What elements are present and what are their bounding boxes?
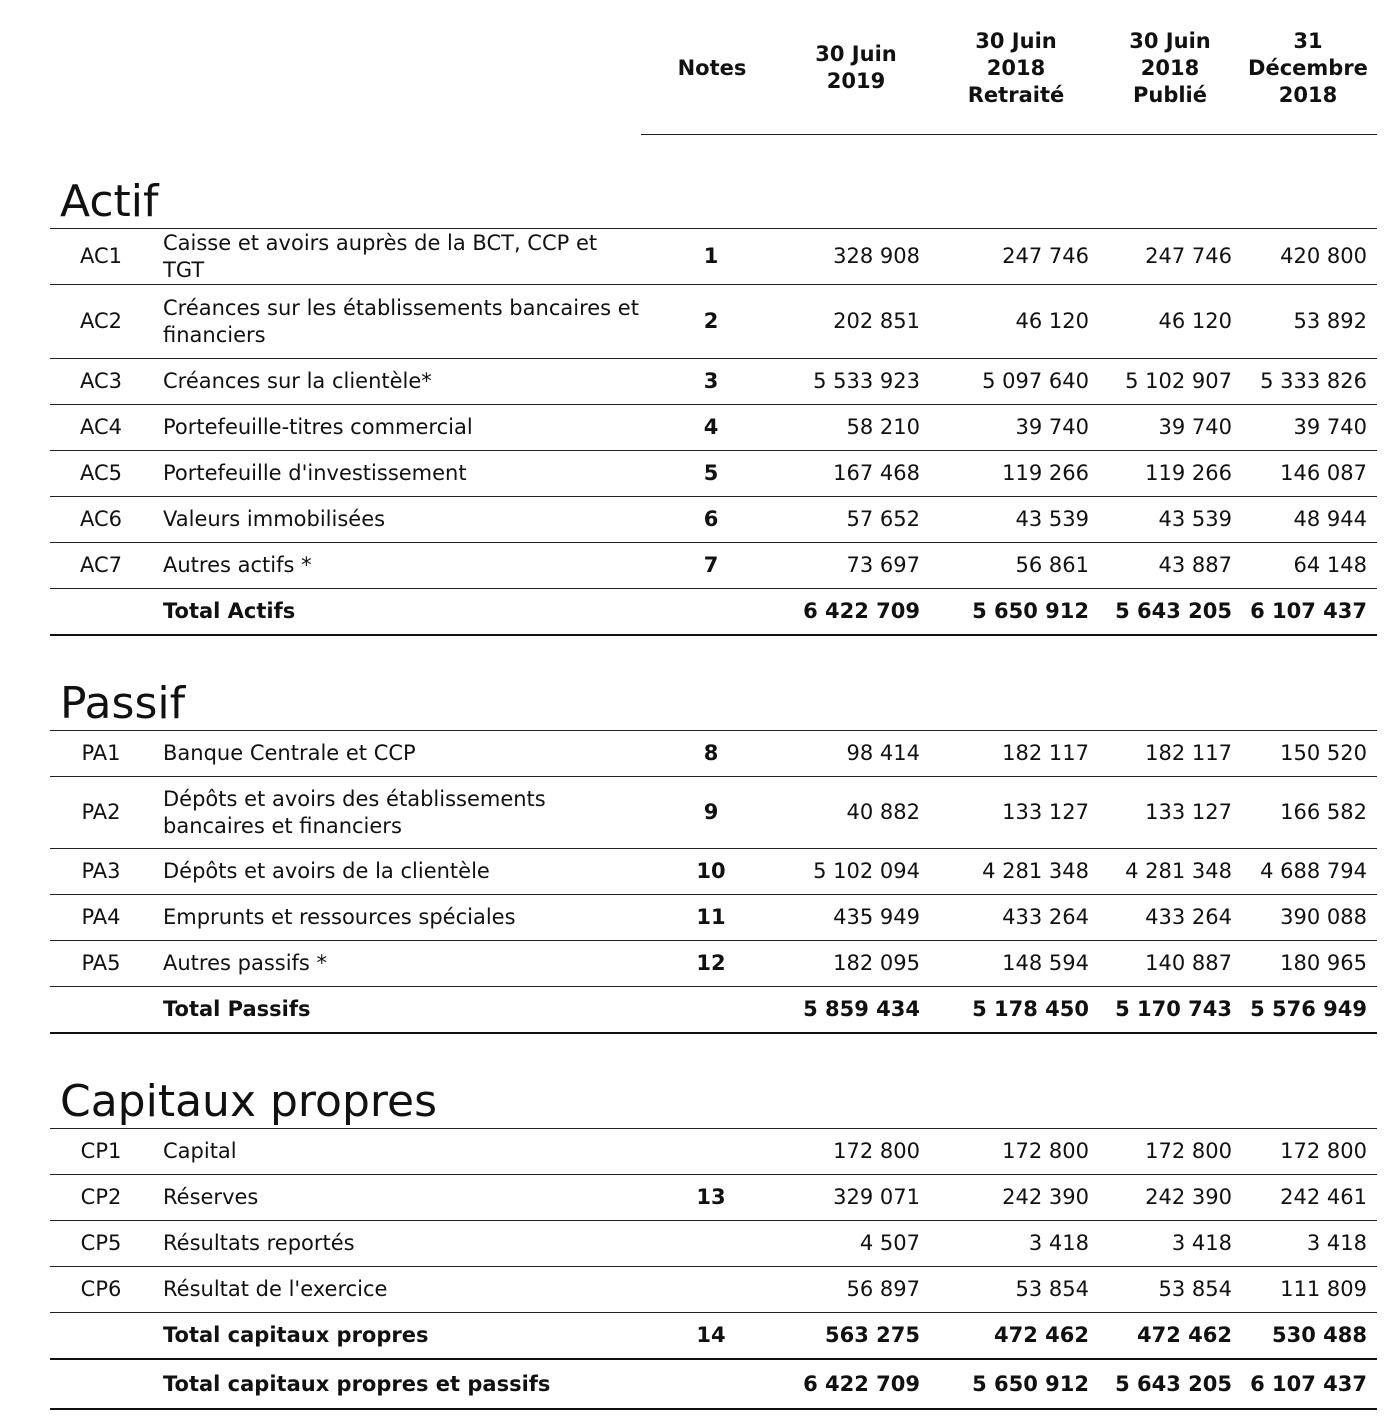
grand-total-row <box>50 1360 1377 1410</box>
row-code: CP2 <box>80 1185 122 1209</box>
grand-total-label: Total capitaux propres et passifs <box>163 1371 551 1396</box>
row-label: Créances sur la clientèle* <box>163 369 432 393</box>
value-jun-2018-publie: 46 120 <box>1158 309 1232 333</box>
grand-total-jun-2018-publie: 5 643 205 <box>1115 1371 1232 1396</box>
value-dec-2018: 64 148 <box>1293 553 1367 577</box>
value-jun-2019: 57 652 <box>846 507 920 531</box>
value-jun-2019: 73 697 <box>846 553 920 577</box>
row-code: PA2 <box>81 800 121 824</box>
total-label: Total capitaux propres <box>163 1323 429 1347</box>
row-note: 6 <box>703 507 719 531</box>
row-note: 8 <box>703 741 719 765</box>
value-jun-2018-publie: 43 887 <box>1158 553 1232 577</box>
row-label: Autres actifs * <box>163 553 312 577</box>
value-jun-2019: 58 210 <box>846 415 920 439</box>
row-label: Créances sur les établissements bancaires et financiers <box>163 295 639 347</box>
total-jun-2018-publie: 472 462 <box>1137 1323 1232 1347</box>
value-jun-2019: 435 949 <box>833 905 920 929</box>
value-jun-2018-publie: 433 264 <box>1145 905 1232 929</box>
row-code: AC5 <box>79 461 123 485</box>
total-dec-2018: 5 576 949 <box>1250 997 1367 1021</box>
value-dec-2018: 420 800 <box>1280 244 1367 268</box>
row-code: CP1 <box>80 1139 122 1163</box>
value-dec-2018: 146 087 <box>1280 461 1367 485</box>
value-jun-2019: 4 507 <box>859 1231 920 1255</box>
table-row <box>50 1220 1377 1266</box>
row-code: AC2 <box>79 309 123 333</box>
value-jun-2018-publie: 39 740 <box>1158 415 1232 439</box>
header-rule <box>641 134 1377 135</box>
value-dec-2018: 4 688 794 <box>1260 859 1367 883</box>
total-jun-2019: 563 275 <box>825 1323 920 1347</box>
value-jun-2018-retraite: 433 264 <box>1002 905 1089 929</box>
value-jun-2018-publie: 5 102 907 <box>1125 369 1232 393</box>
row-note: 5 <box>703 461 719 485</box>
table-row <box>50 228 1377 284</box>
row-note: 11 <box>696 905 726 929</box>
table-row <box>50 776 1377 848</box>
value-dec-2018: 390 088 <box>1280 905 1367 929</box>
value-jun-2018-retraite: 43 539 <box>1015 507 1089 531</box>
row-code: PA4 <box>81 905 121 929</box>
table-row <box>50 496 1377 542</box>
grand-total-jun-2019: 6 422 709 <box>803 1371 920 1396</box>
header-col-dec-2018: 31 Décembre 2018 <box>1248 28 1368 107</box>
value-dec-2018: 111 809 <box>1280 1277 1367 1301</box>
total-jun-2019: 6 422 709 <box>803 599 920 623</box>
row-note: 1 <box>703 244 719 268</box>
grand-total-jun-2018-retraite: 5 650 912 <box>972 1371 1089 1396</box>
table-row <box>50 1266 1377 1312</box>
value-dec-2018: 172 800 <box>1280 1139 1367 1163</box>
total-label: Total Actifs <box>163 599 296 623</box>
row-code: CP5 <box>80 1231 122 1255</box>
row-note <box>660 1267 762 1312</box>
value-jun-2019: 98 414 <box>846 741 920 765</box>
value-jun-2018-publie: 140 887 <box>1145 951 1232 975</box>
value-jun-2019: 329 071 <box>833 1185 920 1209</box>
row-label: Dépôts et avoirs des établissements bancaires et financiers <box>163 786 546 838</box>
table-row <box>50 1174 1377 1220</box>
table-row <box>50 542 1377 588</box>
value-jun-2019: 328 908 <box>833 244 920 268</box>
table-row <box>50 404 1377 450</box>
row-code: AC7 <box>79 553 123 577</box>
value-jun-2018-retraite: 56 861 <box>1015 553 1089 577</box>
value-dec-2018: 5 333 826 <box>1260 369 1367 393</box>
value-jun-2018-publie: 53 854 <box>1158 1277 1232 1301</box>
value-dec-2018: 180 965 <box>1280 951 1367 975</box>
value-jun-2018-retraite: 39 740 <box>1015 415 1089 439</box>
value-dec-2018: 242 461 <box>1280 1185 1367 1209</box>
table-row <box>50 284 1377 358</box>
total-dec-2018: 6 107 437 <box>1250 599 1367 623</box>
value-jun-2018-retraite: 172 800 <box>1002 1139 1089 1163</box>
row-note: 13 <box>696 1185 726 1209</box>
total-jun-2019: 5 859 434 <box>803 997 920 1021</box>
header-col-jun-2019: 30 Juin 2019 <box>815 42 897 93</box>
value-jun-2018-retraite: 53 854 <box>1015 1277 1089 1301</box>
value-jun-2018-retraite: 148 594 <box>1002 951 1089 975</box>
row-note: 7 <box>703 553 719 577</box>
section-title-passif: Passif <box>60 678 186 729</box>
value-jun-2019: 40 882 <box>846 800 920 824</box>
value-dec-2018: 39 740 <box>1293 415 1367 439</box>
value-jun-2018-retraite: 46 120 <box>1015 309 1089 333</box>
row-note: 3 <box>703 369 719 393</box>
header-notes: Notes <box>677 55 747 80</box>
row-label: Valeurs immobilisées <box>163 507 386 531</box>
table-row <box>50 848 1377 894</box>
value-dec-2018: 3 418 <box>1306 1231 1367 1255</box>
total-row-actifs <box>50 588 1377 636</box>
value-jun-2018-publie: 4 281 348 <box>1125 859 1232 883</box>
row-label: Autres passifs * <box>163 951 328 975</box>
table-row <box>50 894 1377 940</box>
grand-total-dec-2018: 6 107 437 <box>1250 1371 1367 1396</box>
section-title-capitaux-propres: Capitaux propres <box>60 1076 437 1127</box>
value-jun-2018-retraite: 119 266 <box>1002 461 1089 485</box>
row-label: Réserves <box>163 1185 259 1209</box>
total-jun-2018-publie: 5 170 743 <box>1115 997 1232 1021</box>
row-label: Portefeuille d'investissement <box>163 461 467 485</box>
row-label: Emprunts et ressources spéciales <box>163 905 516 929</box>
row-code: AC3 <box>79 369 123 393</box>
value-dec-2018: 166 582 <box>1280 800 1367 824</box>
row-code: PA3 <box>81 859 121 883</box>
total-jun-2018-retraite: 5 178 450 <box>972 997 1089 1021</box>
row-note: 2 <box>703 309 719 333</box>
row-label: Portefeuille-titres commercial <box>163 415 473 439</box>
row-label: Caisse et avoirs auprès de la BCT, CCP et TGT <box>163 230 598 282</box>
row-label: Résultat de l'exercice <box>163 1277 388 1301</box>
value-jun-2019: 5 533 923 <box>813 369 920 393</box>
value-jun-2018-publie: 119 266 <box>1145 461 1232 485</box>
row-code: AC6 <box>79 507 123 531</box>
value-jun-2018-publie: 43 539 <box>1158 507 1232 531</box>
value-jun-2018-publie: 182 117 <box>1145 741 1232 765</box>
value-jun-2018-publie: 3 418 <box>1171 1231 1232 1255</box>
total-dec-2018: 530 488 <box>1272 1323 1367 1347</box>
header-col-jun-2018-retraite: 30 Juin 2018 Retraité <box>967 28 1065 107</box>
table-row <box>50 450 1377 496</box>
total-jun-2018-publie: 5 643 205 <box>1115 599 1232 623</box>
total-row-capitaux-propres <box>50 1312 1377 1360</box>
table-row <box>50 940 1377 986</box>
row-note: 9 <box>703 800 719 824</box>
value-jun-2018-publie: 133 127 <box>1145 800 1232 824</box>
header-col-jun-2018-publie: 30 Juin 2018 Publié <box>1129 28 1211 107</box>
value-jun-2019: 56 897 <box>846 1277 920 1301</box>
total-note: 14 <box>696 1323 726 1347</box>
row-note: 10 <box>696 859 726 883</box>
value-jun-2018-retraite: 242 390 <box>1002 1185 1089 1209</box>
value-jun-2018-publie: 242 390 <box>1145 1185 1232 1209</box>
total-label: Total Passifs <box>163 997 311 1021</box>
row-note: 4 <box>703 415 719 439</box>
value-jun-2018-retraite: 182 117 <box>1002 741 1089 765</box>
value-jun-2019: 5 102 094 <box>813 859 920 883</box>
section-title-actif: Actif <box>60 176 159 227</box>
value-jun-2019: 167 468 <box>833 461 920 485</box>
value-dec-2018: 150 520 <box>1280 741 1367 765</box>
value-jun-2018-retraite: 4 281 348 <box>982 859 1089 883</box>
row-code: AC4 <box>79 415 123 439</box>
value-jun-2018-retraite: 3 418 <box>1028 1231 1089 1255</box>
table-row <box>50 358 1377 404</box>
value-jun-2018-retraite: 5 097 640 <box>982 369 1089 393</box>
value-dec-2018: 53 892 <box>1293 309 1367 333</box>
row-code: PA5 <box>81 951 121 975</box>
table-row <box>50 730 1377 776</box>
row-note <box>660 1221 762 1266</box>
value-jun-2018-publie: 247 746 <box>1145 244 1232 268</box>
row-code: AC1 <box>79 244 123 268</box>
table-row <box>50 1128 1377 1174</box>
value-jun-2019: 182 095 <box>833 951 920 975</box>
value-jun-2018-retraite: 247 746 <box>1002 244 1089 268</box>
row-note <box>660 1129 762 1174</box>
row-note: 12 <box>696 951 726 975</box>
row-code: PA1 <box>81 741 121 765</box>
total-row-passifs <box>50 986 1377 1034</box>
value-jun-2019: 172 800 <box>833 1139 920 1163</box>
row-label: Banque Centrale et CCP <box>163 741 416 765</box>
total-jun-2018-retraite: 472 462 <box>994 1323 1089 1347</box>
total-jun-2018-retraite: 5 650 912 <box>972 599 1089 623</box>
value-dec-2018: 48 944 <box>1293 507 1367 531</box>
row-label: Capital <box>163 1139 237 1163</box>
row-label: Dépôts et avoirs de la clientèle <box>163 859 490 883</box>
value-jun-2019: 202 851 <box>833 309 920 333</box>
value-jun-2018-publie: 172 800 <box>1145 1139 1232 1163</box>
row-label: Résultats reportés <box>163 1231 355 1255</box>
value-jun-2018-retraite: 133 127 <box>1002 800 1089 824</box>
row-code: CP6 <box>80 1277 122 1301</box>
